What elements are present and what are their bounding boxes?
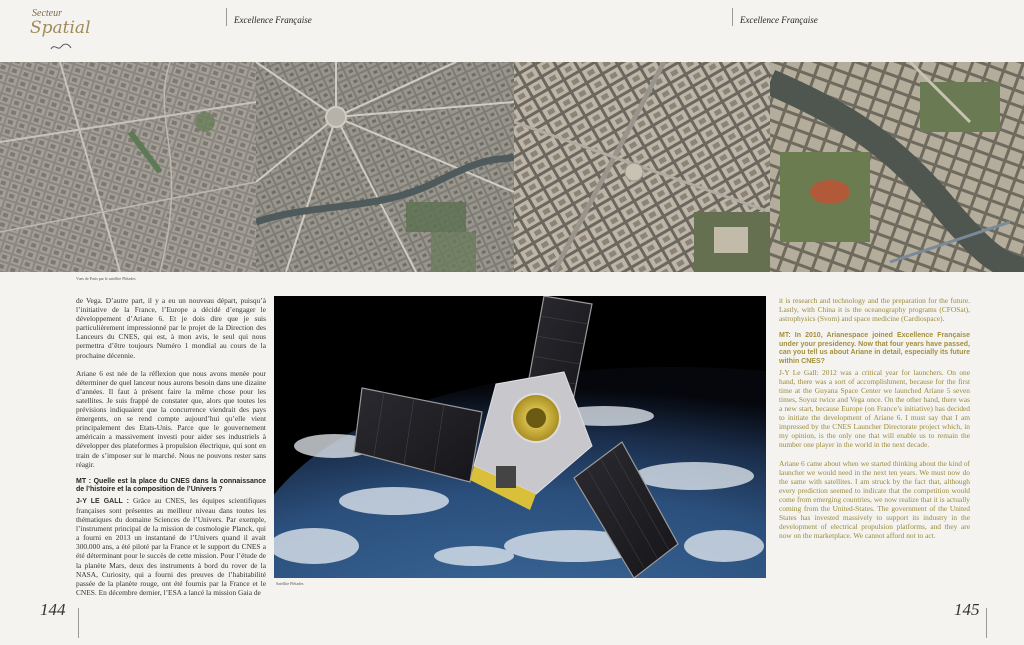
aerial-photo-4 [770,62,1024,272]
header-divider-left [226,8,227,26]
page-divider-left [78,608,79,638]
page-number-right: 145 [954,600,980,619]
left-answer-text: Grâce au CNES, les équipes scientifiques françaises sont présentes au meilleur niveau dans toutes les thématiques du domaine Sciences de l’Univers. Par exemple, l’instrument principal de la mission de cosmologie Planck, qui a fourni en 2013 un instantané de l’Univers quand il avait 300.000 ans, a été piloté par la France et le support du CNES a été déterminant pour le succès de cette mission. Pour l’étude de la planète Mars, deux des instruments à bord du rover de la NASA, Curiosity, qui a fourni des preuves de l’habitabilité passée de la planète rouge, ont été fournis par la France et le CNES. En décembre dernier, l’ESA a lancé la mission Gaia de [76,495,266,597]
photo-caption: Vues de Paris par le satellite Pléiades [76,276,136,281]
running-header-right: Excellence Française [740,15,818,25]
right-answer: J-Y Le Gall: 2012 was a critical year for launchers. On one hand, there was a sort of accomplishment, because for the first time at the Guyana Space Center we launched Ariane 5 seven times, Soyuz twice and Vega once. On the other hand, there was a new start, because Europe (on France’s initiative) has decided to initiate the development of Ariane 6. I must say that I am impressed by the CNES Launcher Directorate project which, in my opinion, is the only one that will enable us to remain the number one player in the world in the next decade. [779,367,970,450]
right-text-column [779,296,970,549]
left-question: MT : Quelle est la place du CNES dans la connaissance de l’histoire et la composition de l’Univers ? [76,477,266,494]
left-speaker: J-Y LE GALL : [76,497,130,505]
left-text-column [76,296,266,597]
logo-line2: Spatial [30,18,91,38]
left-answer [76,496,266,597]
right-question: MT: In 2010, Arianespace joined Excellence Française under your presidency. Now that four years have passed, can you tell us about Ariane in detail, especially its future within CNES? [779,332,970,366]
aerial-photo-2 [256,62,514,272]
left-paragraph-2: Ariane 6 est née de la réflexion que nous avons menée pour déterminer de quel lanceur nous aurons besoin dans une dizaine d’années. Il faut à présent faire la même chose pour les satellites. Je suis frappé de constater que, alors que toutes les prévisions indiquaient que la concurrence viendrait des pays émergents, on se rend compte aujourd’hui qu’elle vient principalement des Etats-Unis. Parce que le gouvernement américain a massivement investi pour aider ses industriels à développer des plateformes à propulsion électrique, qui sont en train de s’imposer sur le marché. Nous ne pouvons rester sans réagir. [76,368,266,469]
aerial-photo-3 [514,62,770,272]
aerial-photo-1 [0,62,256,272]
page-number-left: 144 [40,600,66,619]
satellite-image [274,296,766,578]
paris-aerial-photos [0,62,1024,272]
page-divider-right [986,608,987,638]
satellite-caption: Satellite Pléiades [276,581,304,586]
logo-line1: Secteur [32,8,62,19]
left-paragraph-1: de Vega. D’autre part, il y a eu un nouveau départ, puisqu’à l’initiative de la France, l’Europe a décidé d’engager le développement d’Ariane 6. Et je dois dire que je suis particulièrement impressionné par le projet de la Direction des Lanceurs du CNES, qui est, à mon avis, le seul qui nous permettra d’être toujours Numéro 1 mondial au cours de la prochaine décennie. [76,296,266,360]
logo-signature-icon [50,42,72,52]
right-paragraph-1: it is research and technology and the preparation for the future. Lastly, with China it is the oceanography programs (CFOSat), astrophysics (Svom) and space medicine (Cardiospace). [779,296,970,324]
header-divider-right [732,8,733,26]
running-header-left: Excellence Française [234,15,312,25]
right-paragraph-3: Ariane 6 came about when we started thinking about the kind of launcher we would need in the next ten years. We must now do the same with satellites. I am struck by the fact that, although every prediction seemed to indicate that the competition would come from emerging countries, we now realize that it is actually coming from the United-States. The government of the United States has invested massively to support its industry in the development of electrical propulsion platforms, and they are now on the marketplace. We cannot afford not to act. [779,458,970,541]
secteur-spatial-logo [22,6,92,56]
